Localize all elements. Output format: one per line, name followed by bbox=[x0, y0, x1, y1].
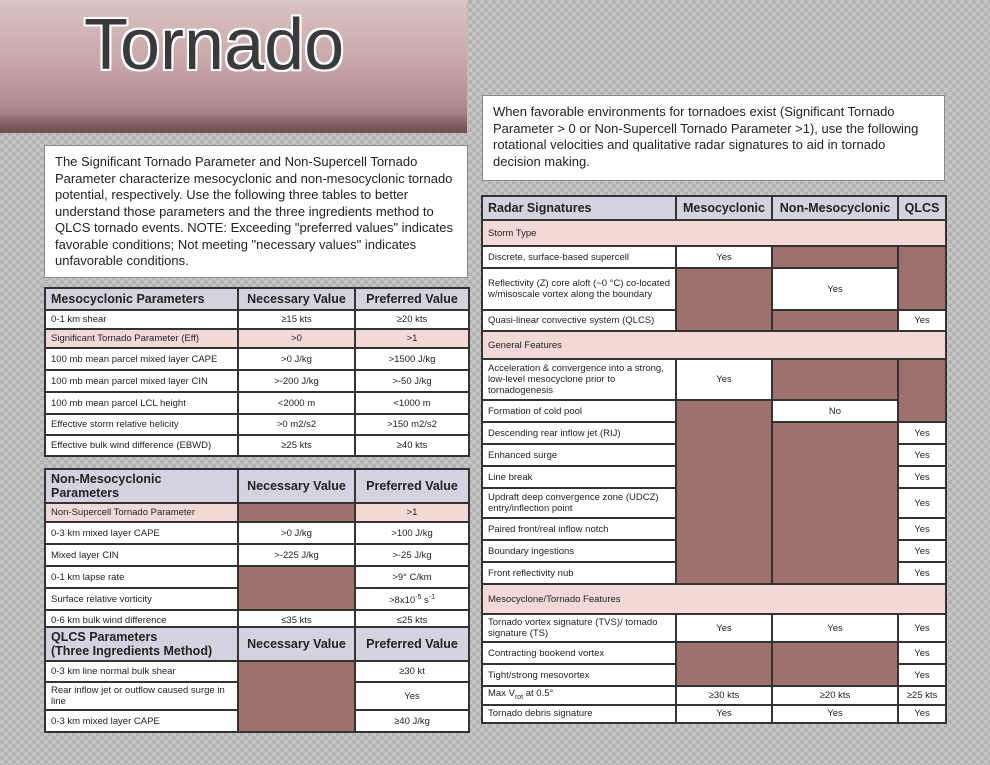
signature-name: Updraft deep convergence zone (UDCZ) entry/inflection point bbox=[482, 488, 676, 518]
param-name: Surface relative vorticity bbox=[45, 588, 238, 610]
nonmeso-value: Yes bbox=[772, 705, 898, 723]
table-row bbox=[482, 359, 946, 400]
qlcs-value: Yes bbox=[898, 664, 946, 686]
blank-cell bbox=[238, 566, 355, 610]
right-text-box bbox=[482, 95, 945, 181]
table-row bbox=[482, 642, 946, 664]
qlcs-header-line1: QLCS Parameters bbox=[51, 630, 158, 644]
signature-name: Descending rear inflow jet (RIJ) bbox=[482, 422, 676, 444]
title-banner bbox=[0, 0, 467, 133]
param-name: Mixed layer CIN bbox=[45, 544, 238, 566]
preferred-value: >1500 J/kg bbox=[355, 348, 469, 370]
preferred-value: >-25 J/kg bbox=[355, 544, 469, 566]
nonmeso-value: No bbox=[772, 400, 898, 422]
section-storm-type: Storm Type bbox=[482, 220, 946, 246]
preferred-value: >-50 J/kg bbox=[355, 370, 469, 392]
meso-value: ≥30 kts bbox=[676, 686, 772, 705]
blank-cell bbox=[772, 310, 898, 331]
meso-header-param: Mesocyclonic Parameters bbox=[45, 288, 238, 310]
radar-header-nonmeso: Non-Mesocyclonic bbox=[772, 196, 898, 220]
nonmeso-value: Yes bbox=[772, 268, 898, 310]
preferred-value bbox=[355, 588, 469, 610]
radar-signatures-table bbox=[481, 195, 947, 724]
signature-name: Reflectivity (Z) core aloft (~0 °C) co-located w/misoscale vortex along the boundary bbox=[482, 268, 676, 310]
qlcs-header-line2: (Three Ingredients Method) bbox=[51, 644, 213, 658]
preferred-value: Yes bbox=[355, 682, 469, 710]
table-row bbox=[45, 503, 469, 522]
page-title: Tornado bbox=[84, 5, 345, 85]
preferred-value: ≥40 kts bbox=[355, 435, 469, 456]
qlcs-value: Yes bbox=[898, 642, 946, 664]
signature-name: Front reflectivity nub bbox=[482, 562, 676, 584]
nonmeso-value: Yes bbox=[772, 614, 898, 642]
meso-value: Yes bbox=[676, 359, 772, 400]
table-row bbox=[45, 544, 469, 566]
table-row bbox=[482, 268, 946, 310]
table-row bbox=[45, 310, 469, 329]
vrot-subscript: rot bbox=[514, 693, 524, 701]
table-row bbox=[482, 246, 946, 268]
preferred-value: ≥20 kts bbox=[355, 310, 469, 329]
signature-name: Acceleration & convergence into a strong, low-level mesocyclone prior to tornadogenesis bbox=[482, 359, 676, 400]
table-row bbox=[482, 614, 946, 642]
param-name: Effective storm relative helicity bbox=[45, 414, 238, 435]
necessary-value: ≤35 kts bbox=[238, 610, 355, 630]
qlcs-value: Yes bbox=[898, 540, 946, 562]
meso-header-necessary: Necessary Value bbox=[238, 288, 355, 310]
nonmeso-header-preferred: Preferred Value bbox=[355, 469, 469, 503]
necessary-value: <2000 m bbox=[238, 392, 355, 414]
mesocyclonic-table bbox=[44, 287, 470, 457]
meso-value: Yes bbox=[676, 705, 772, 723]
signature-name: Tight/strong mesovortex bbox=[482, 664, 676, 686]
blank-cell bbox=[676, 268, 772, 331]
param-name: Non-Supercell Tornado Parameter bbox=[45, 503, 238, 522]
table-row bbox=[45, 370, 469, 392]
table-row bbox=[45, 392, 469, 414]
necessary-value: >-225 J/kg bbox=[238, 544, 355, 566]
qlcs-value: Yes bbox=[898, 466, 946, 488]
nonmeso-value: ≥20 kts bbox=[772, 686, 898, 705]
qlcs-value: Yes bbox=[898, 518, 946, 540]
necessary-value: ≥25 kts bbox=[238, 435, 355, 456]
param-name: 0-1 km lapse rate bbox=[45, 566, 238, 588]
param-name: 0-3 km mixed layer CAPE bbox=[45, 710, 238, 732]
param-name: 100 mb mean parcel LCL height bbox=[45, 392, 238, 414]
preferred-value: ≥30 kt bbox=[355, 661, 469, 682]
signature-name: Quasi-linear convective system (QLCS) bbox=[482, 310, 676, 331]
vorticity-exp2: -1 bbox=[428, 593, 435, 601]
radar-header-qlcs: QLCS bbox=[898, 196, 946, 220]
signature-name: Tornado debris signature bbox=[482, 705, 676, 723]
qlcs-value: Yes bbox=[898, 705, 946, 723]
signature-name: Tornado vortex signature (TVS)/ tornado signature (TS) bbox=[482, 614, 676, 642]
param-name: Effective bulk wind difference (EBWD) bbox=[45, 435, 238, 456]
qlcs-value: ≥25 kts bbox=[898, 686, 946, 705]
table-row bbox=[45, 522, 469, 544]
blank-cell bbox=[772, 359, 898, 400]
vrot-label-tail: at 0.5° bbox=[523, 688, 554, 699]
section-general-features: General Features bbox=[482, 331, 946, 359]
blank-cell bbox=[676, 400, 772, 584]
vorticity-unit: s bbox=[421, 595, 429, 607]
blank-cell bbox=[238, 661, 355, 732]
vorticity-base: >8x10 bbox=[388, 595, 416, 607]
qlcs-value: Yes bbox=[898, 488, 946, 518]
table-row bbox=[482, 705, 946, 723]
meso-header-preferred: Preferred Value bbox=[355, 288, 469, 310]
param-name: Rear inflow jet or outflow caused surge in line bbox=[45, 682, 238, 710]
signature-name: Enhanced surge bbox=[482, 444, 676, 466]
nonmeso-header-param: Non-Mesocyclonic Parameters bbox=[45, 469, 238, 503]
signature-name: Line break bbox=[482, 466, 676, 488]
preferred-value: >9° C/km bbox=[355, 566, 469, 588]
necessary-value: >-200 J/kg bbox=[238, 370, 355, 392]
blank-cell bbox=[772, 642, 898, 686]
blank-cell bbox=[772, 246, 898, 268]
param-name: 0-3 km mixed layer CAPE bbox=[45, 522, 238, 544]
param-name: 100 mb mean parcel mixed layer CAPE bbox=[45, 348, 238, 370]
necessary-value: >0 J/kg bbox=[238, 348, 355, 370]
necessary-value: ≥15 kts bbox=[238, 310, 355, 329]
vorticity-exp1: -5 bbox=[415, 593, 422, 601]
qlcs-value: Yes bbox=[898, 444, 946, 466]
radar-header-meso: Mesocyclonic bbox=[676, 196, 772, 220]
meso-value: Yes bbox=[676, 614, 772, 642]
table-row bbox=[482, 686, 946, 705]
signature-name: Formation of cold pool bbox=[482, 400, 676, 422]
preferred-value: >1 bbox=[355, 329, 469, 348]
qlcs-table bbox=[44, 626, 470, 733]
preferred-value: ≥40 J/kg bbox=[355, 710, 469, 732]
signature-name: Discrete, surface-based supercell bbox=[482, 246, 676, 268]
right-text: When favorable environments for tornadoes exist (Significant Tornado Parameter > 0 or Non-Supercell Tornado Parameter >1), use the following rotational velocities and qualitative radar signatures to aid in tornado decision making. bbox=[493, 104, 919, 169]
table-row bbox=[45, 435, 469, 456]
qlcs-value: Yes bbox=[898, 614, 946, 642]
necessary-value: >0 J/kg bbox=[238, 522, 355, 544]
param-name: 0-3 km line normal bulk shear bbox=[45, 661, 238, 682]
preferred-value: >1 bbox=[355, 503, 469, 522]
blank-cell bbox=[898, 246, 946, 310]
section-mesocyclone-tornado-features: Mesocyclone/Tornado Features bbox=[482, 584, 946, 614]
intro-text: The Significant Tornado Parameter and Non-Supercell Tornado Parameter characterize mesocyclonic and non-mesocyclonic tornado potential, respectively. Use the following three tables to better understand those parameters and the three ingredients method to QLCS tornado events. NOTE: Exceeding "preferred values" indicates favorable conditions; Not meeting "necessary values" indicates unfavorable conditions. bbox=[55, 154, 453, 268]
preferred-value: >150 m2/s2 bbox=[355, 414, 469, 435]
qlcs-value: Yes bbox=[898, 310, 946, 331]
table-row bbox=[45, 566, 469, 588]
qlcs-value: Yes bbox=[898, 422, 946, 444]
param-name: 0-6 km bulk wind difference bbox=[45, 610, 238, 630]
signature-name bbox=[482, 686, 676, 705]
table-row bbox=[482, 400, 946, 422]
param-name: 100 mb mean parcel mixed layer CIN bbox=[45, 370, 238, 392]
qlcs-header-preferred: Preferred Value bbox=[355, 627, 469, 661]
necessary-value: >0 m2/s2 bbox=[238, 414, 355, 435]
non-mesocyclonic-table bbox=[44, 468, 470, 631]
table-row bbox=[45, 348, 469, 370]
preferred-value: ≤25 kts bbox=[355, 610, 469, 630]
qlcs-header-necessary: Necessary Value bbox=[238, 627, 355, 661]
blank-cell bbox=[772, 422, 898, 584]
blank-cell bbox=[898, 359, 946, 422]
table-row bbox=[45, 414, 469, 435]
qlcs-header-param bbox=[45, 627, 238, 661]
signature-name: Contracting bookend vortex bbox=[482, 642, 676, 664]
vrot-label: Max V bbox=[488, 688, 515, 699]
preferred-value: >100 J/kg bbox=[355, 522, 469, 544]
blank-cell bbox=[238, 503, 355, 522]
meso-value: Yes bbox=[676, 246, 772, 268]
table-row bbox=[45, 661, 469, 682]
radar-header-signature: Radar Signatures bbox=[482, 196, 676, 220]
qlcs-value: Yes bbox=[898, 562, 946, 584]
signature-name: Boundary ingestions bbox=[482, 540, 676, 562]
necessary-value: >0 bbox=[238, 329, 355, 348]
preferred-value: <1000 m bbox=[355, 392, 469, 414]
param-name: 0-1 km shear bbox=[45, 310, 238, 329]
param-name: Significant Tornado Parameter (Eff) bbox=[45, 329, 238, 348]
blank-cell bbox=[676, 642, 772, 686]
banner-ground-image bbox=[0, 113, 467, 133]
table-row bbox=[45, 329, 469, 348]
intro-text-box bbox=[44, 145, 468, 278]
signature-name: Paired front/real inflow notch bbox=[482, 518, 676, 540]
nonmeso-header-necessary: Necessary Value bbox=[238, 469, 355, 503]
